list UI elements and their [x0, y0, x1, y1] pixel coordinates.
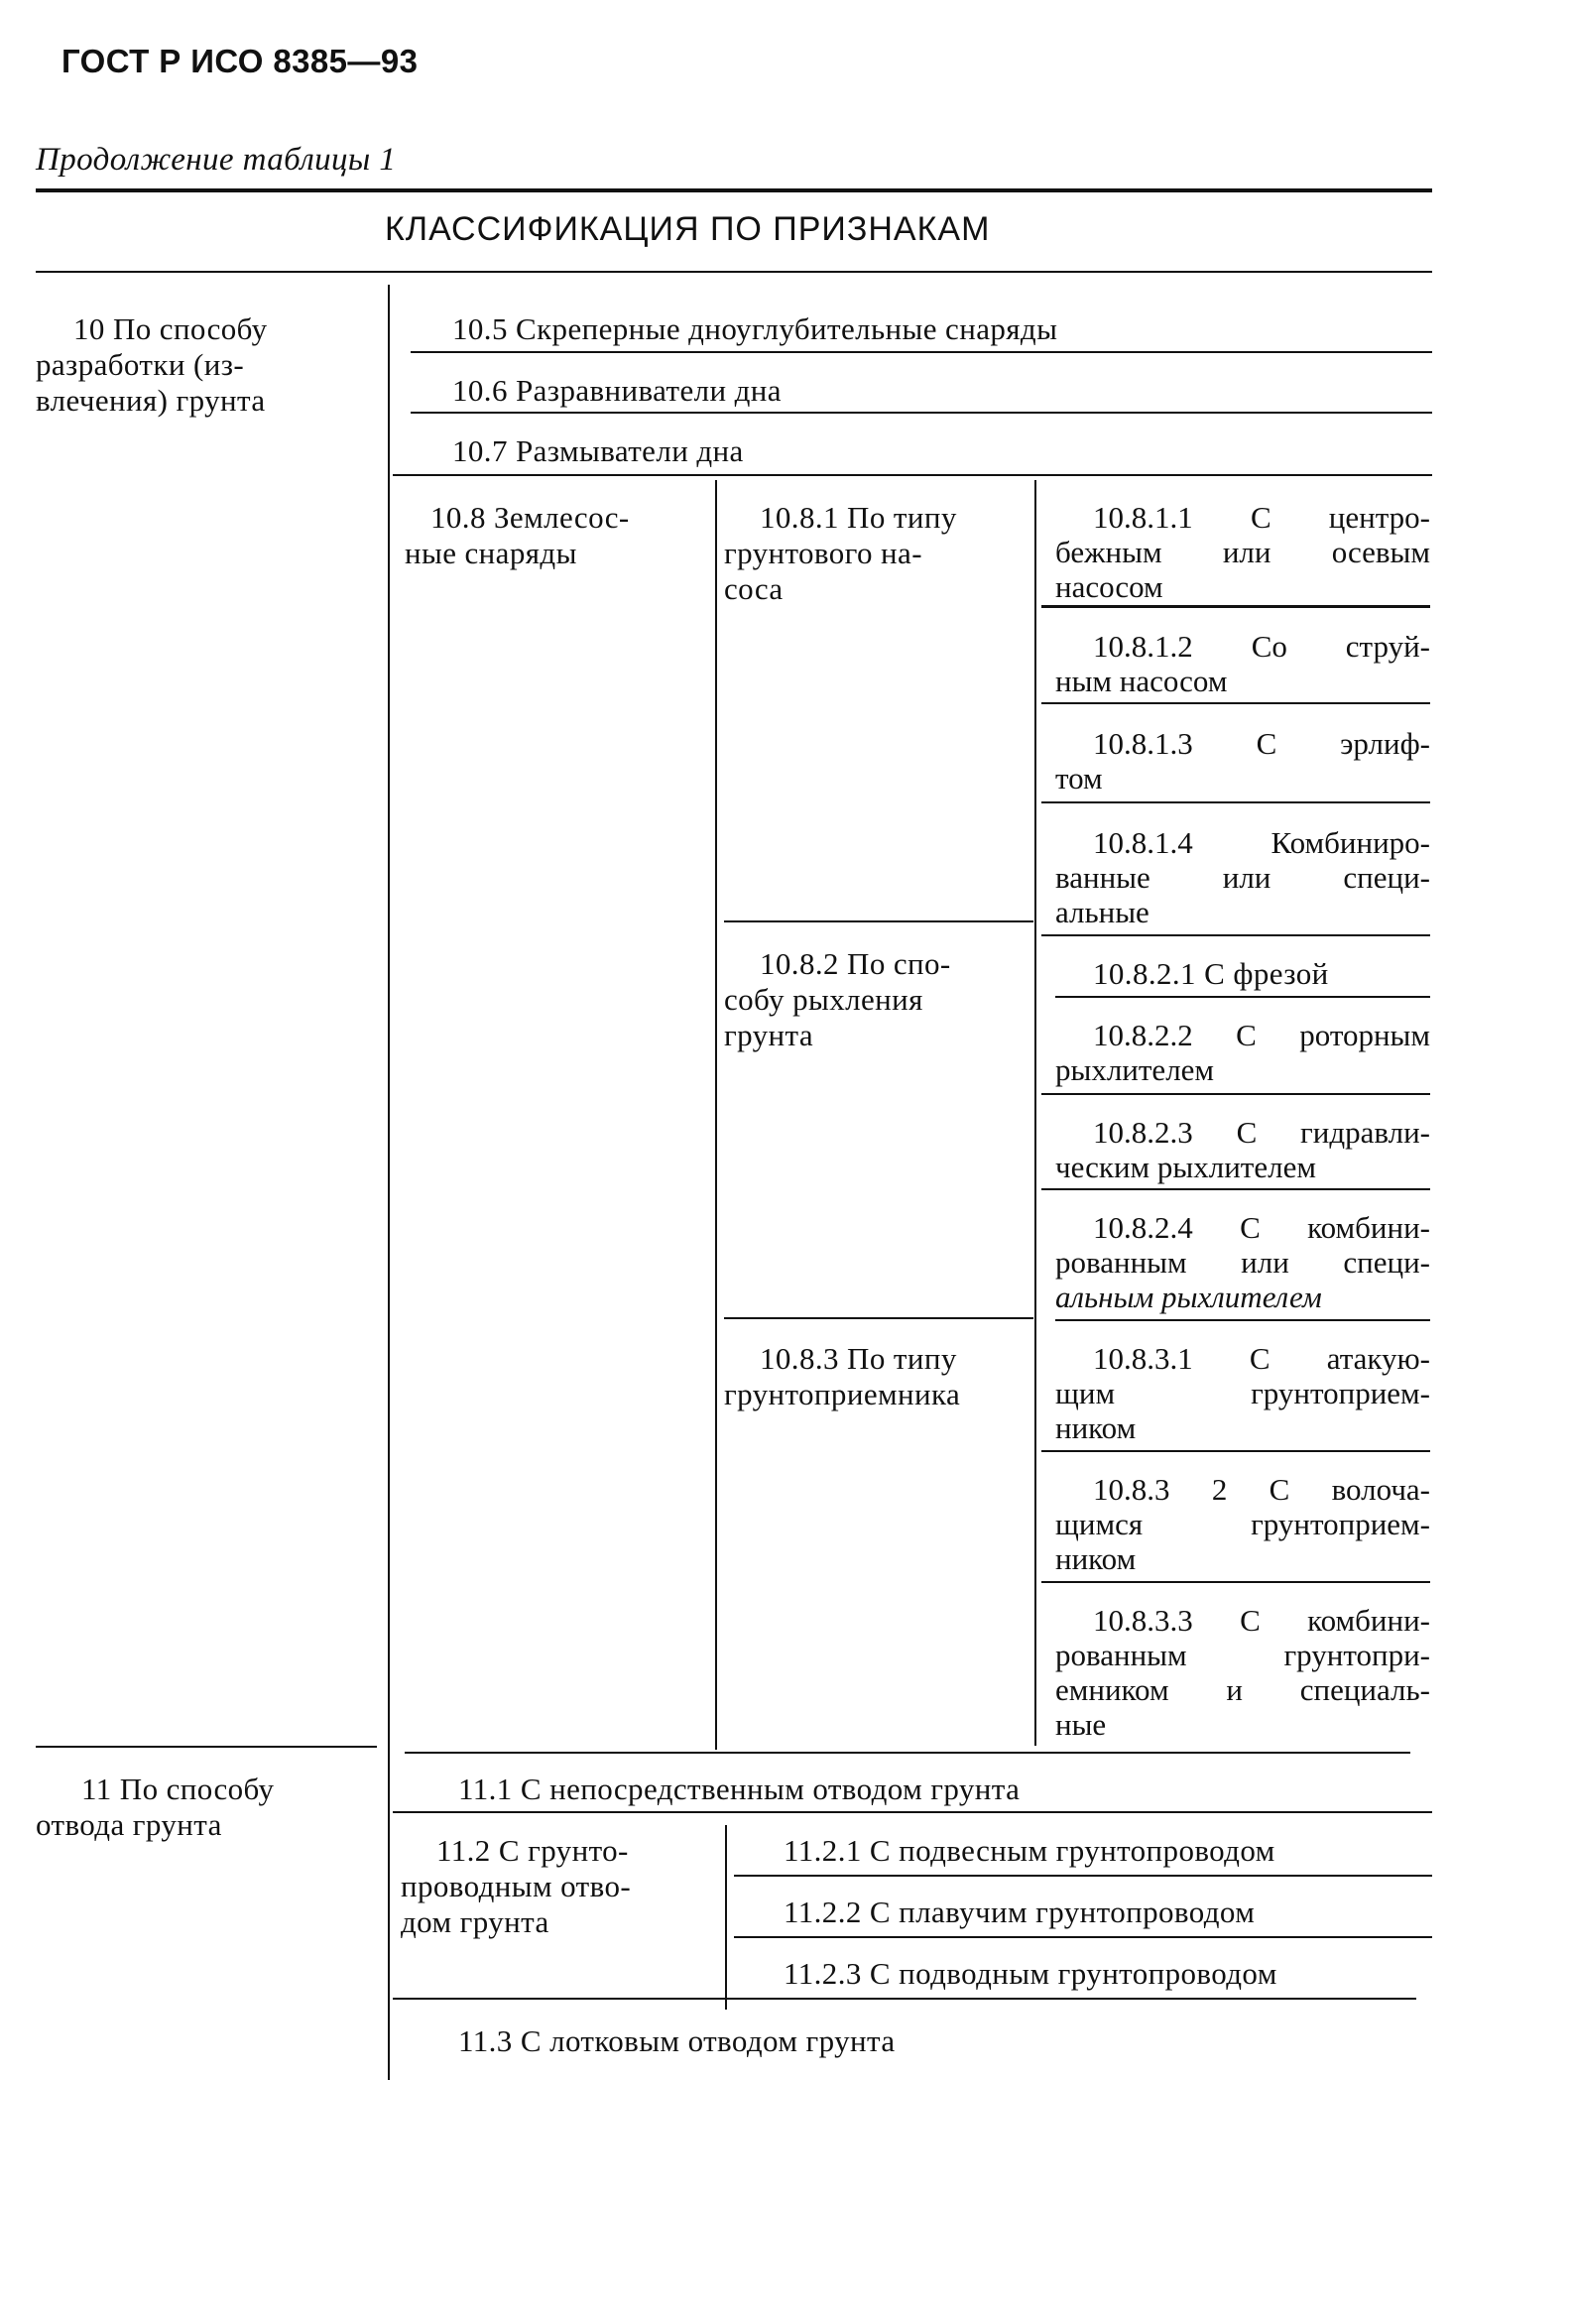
row-10-8-2-4 — [1055, 1210, 1430, 1314]
row-10-8-3-3 — [1055, 1603, 1430, 1742]
row-10-8-1-4-line-3: альные — [1055, 895, 1150, 929]
row-10-8-1-2 — [1055, 629, 1430, 698]
table-title: КЛАССИФИКАЦИЯ ПО ПРИЗНАКАМ — [385, 210, 991, 248]
row-10-8-1-4-line-1: 10.8.1.4 Комбиниро- — [1093, 825, 1430, 860]
column-divider-main — [388, 285, 390, 2080]
column-divider-11-2 — [725, 1825, 727, 2010]
row-10-8-2-2-line-1: 10.8.2.2 С роторным — [1093, 1018, 1430, 1052]
rule-10-8-2-4 — [1055, 1319, 1430, 1321]
rule-group-10-left — [36, 1746, 377, 1748]
row-10-8-3-2-line-2: щимся грунтоприем- — [1055, 1507, 1430, 1541]
row-10-8-3-1-line-3: ником — [1055, 1410, 1137, 1445]
row-10-8-1-line-3: соса — [724, 571, 784, 606]
row-10-8-3-3-line-4: ные — [1055, 1707, 1107, 1742]
row-11-2-line-1: 11.2 С грунто- — [436, 1833, 629, 1868]
row-10-8-1-3-line-1: 10.8.1.3 С эрлиф- — [1093, 726, 1430, 761]
rule-10-8-2-3 — [1041, 1188, 1430, 1190]
rule-10-8-2-1 — [1055, 996, 1430, 998]
row-11-2-2: 11.2.2 С плавучим грунтопроводом — [784, 1895, 1256, 1929]
row-11-3: 11.3 С лотковым отводом грунта — [458, 2023, 896, 2058]
row-10-8-1-1-line-2: бежным или осевым — [1055, 535, 1430, 569]
rule-10-8-3-2 — [1041, 1581, 1430, 1583]
row-10-8-1-1 — [1055, 500, 1430, 604]
rule-10-8-2 — [724, 1317, 1033, 1319]
rule-group-10-right — [405, 1752, 1410, 1754]
rule-10-8-1-4 — [1041, 934, 1430, 936]
rule-10-8-1 — [724, 920, 1033, 922]
rule-11-2-2 — [734, 1936, 1432, 1938]
row-10-8-3-2-line-1: 10.8.3 2 С волоча- — [1093, 1472, 1430, 1507]
row-10-8-1-2-line-2: ным насосом — [1055, 664, 1228, 698]
group-10-line-1: 10 По способу — [73, 311, 268, 346]
rule-10-8-1-1 — [1041, 605, 1430, 608]
row-11-2-line-3: дом грунта — [401, 1904, 549, 1939]
row-10-8-1-line-1: 10.8.1 По типу — [760, 500, 957, 535]
rule-10-5 — [411, 351, 1432, 353]
row-10-8-2-3-line-2: ческим рыхлителем — [1055, 1150, 1316, 1184]
row-10-8-3-line-1: 10.8.3 По типу — [760, 1341, 957, 1376]
row-11-2-line-2: проводным отво- — [401, 1869, 632, 1903]
row-10-8-2-3-line-1: 10.8.2.3 С гидравли- — [1093, 1115, 1430, 1150]
row-10-8-2-line-1: 10.8.2 По спо- — [760, 946, 951, 981]
column-divider-10-8-x — [1034, 480, 1036, 1746]
row-10-8-1-4 — [1055, 825, 1430, 929]
row-10-8-1-4-line-2: ванные или специ- — [1055, 860, 1430, 895]
row-10-8-3-3-line-1: 10.8.3.3 С комбини- — [1093, 1603, 1430, 1638]
row-10-8-1-1-line-3: насосом — [1055, 569, 1163, 604]
row-10-7: 10.7 Размыватели дна — [452, 433, 744, 468]
row-11-1: 11.1 С непосредственным отводом грунта — [458, 1772, 1021, 1806]
rule-10-8-1-2 — [1041, 702, 1430, 704]
row-11-2-3: 11.2.3 С подводным грунтопроводом — [784, 1956, 1277, 1991]
row-10-8-2-4-line-2: рованным или специ- — [1055, 1245, 1430, 1280]
row-10-8-2-line-3: грунта — [724, 1018, 813, 1052]
rule-10-8-3-1 — [1041, 1450, 1430, 1452]
row-10-8-line-2: ные снаряды — [405, 536, 577, 570]
row-10-8-2-2 — [1055, 1018, 1430, 1087]
row-10-6: 10.6 Разравниватели дна — [452, 373, 782, 408]
row-10-8-3-line-2: грунтоприемника — [724, 1377, 961, 1411]
rule-10-6 — [411, 412, 1432, 414]
row-10-8-3-1-line-2: щим грунтоприем- — [1055, 1376, 1430, 1410]
row-10-8-line-1: 10.8 Землесос- — [430, 500, 630, 535]
row-10-8-3-3-line-2: рованным грунтопри- — [1055, 1638, 1430, 1672]
row-10-8-1-2-line-1: 10.8.1.2 Со струй- — [1093, 629, 1430, 664]
group-11-line-1: 11 По способу — [81, 1772, 275, 1806]
row-10-8-3-1-line-1: 10.8.3.1 С атакую- — [1093, 1341, 1430, 1376]
row-10-8-2-2-line-2: рыхлителем — [1055, 1052, 1215, 1087]
row-10-8-1-3 — [1055, 726, 1430, 795]
rule-11-1 — [393, 1811, 1432, 1813]
rule-10-8-1-3 — [1041, 801, 1430, 803]
rule-10-7 — [393, 474, 1432, 476]
table-continuation-caption: Продолжение таблицы 1 — [36, 142, 397, 178]
row-10-8-1-line-2: грунтового на- — [724, 536, 922, 570]
row-10-8-2-line-2: собу рыхления — [724, 982, 923, 1017]
row-10-8-2-4-line-3: альным рыхлителем — [1055, 1280, 1322, 1314]
row-10-8-3-2 — [1055, 1472, 1430, 1576]
row-10-8-3-1 — [1055, 1341, 1430, 1445]
row-10-8-1-1-line-1: 10.8.1.1 С центро- — [1093, 500, 1430, 535]
group-10-line-3: влечения) грунта — [36, 383, 266, 418]
rule-11-2-1 — [734, 1875, 1432, 1877]
row-11-2-1: 11.2.1 С подвесным грунтопроводом — [784, 1833, 1275, 1868]
rule-10-8-2-2 — [1041, 1093, 1430, 1095]
row-10-8-2-4-line-1: 10.8.2.4 С комбини- — [1093, 1210, 1430, 1245]
group-10-line-2: разработки (из- — [36, 347, 245, 382]
document-code: ГОСТ Р ИСО 8385—93 — [61, 43, 419, 79]
group-11-line-2: отвода грунта — [36, 1807, 222, 1842]
row-10-8-2-3 — [1055, 1115, 1430, 1184]
rule-11-2-3 — [393, 1998, 1416, 2000]
row-10-8-2-1: 10.8.2.1 С фрезой — [1093, 956, 1329, 991]
row-10-8-1-3-line-2: том — [1055, 761, 1103, 795]
row-10-8-3-2-line-3: ником — [1055, 1541, 1137, 1576]
table-header-rule — [36, 271, 1432, 273]
row-10-8-3-3-line-3: емником и специаль- — [1055, 1672, 1430, 1707]
row-10-5: 10.5 Скреперные дноуглубительные снаряды — [452, 311, 1058, 346]
column-divider-10-8 — [715, 480, 717, 1750]
table-top-rule — [36, 188, 1432, 192]
